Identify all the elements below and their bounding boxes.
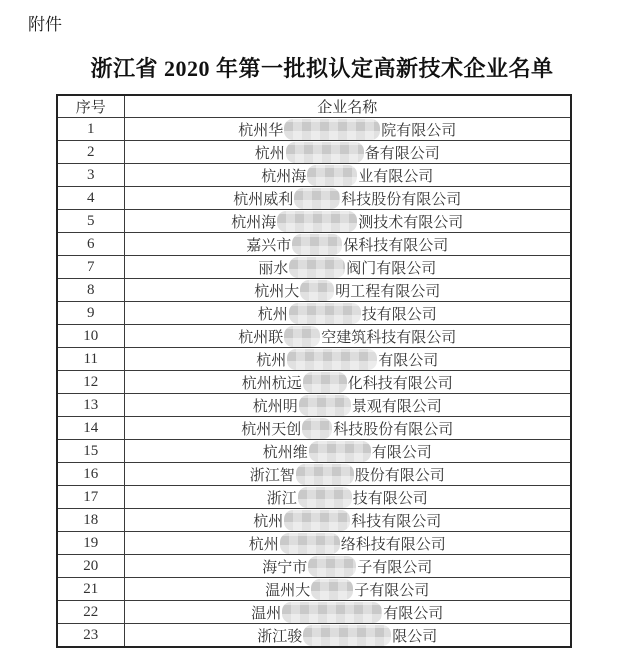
table-row: [57, 141, 571, 164]
redaction-block: [300, 280, 334, 301]
company-name-cell: [124, 210, 571, 233]
company-name-prefix: 浙江智: [249, 467, 295, 484]
company-name-cell: [124, 555, 571, 578]
redaction-block: [302, 418, 332, 439]
row-serial-number: 19: [57, 532, 124, 555]
redaction-block: [292, 234, 342, 255]
company-name-suffix: 股份有限公司: [354, 467, 445, 484]
company-name-suffix: 科技股份有限公司: [341, 191, 462, 208]
redaction-block: [311, 579, 353, 600]
row-serial-number: 5: [57, 210, 124, 233]
redaction-block: [308, 556, 356, 577]
company-name-suffix: 备有限公司: [364, 145, 440, 162]
company-name-cell: [124, 325, 571, 348]
company-name-suffix: 有限公司: [378, 352, 439, 369]
company-name-suffix: 科技有限公司: [351, 513, 442, 530]
company-name-suffix: 测技术有限公司: [358, 214, 464, 231]
row-serial-number: 23: [57, 624, 124, 648]
company-name-cell: [124, 256, 571, 279]
table-row: [57, 325, 571, 348]
enterprise-table: [56, 94, 572, 648]
redaction-block: [307, 165, 357, 186]
table-row: [57, 486, 571, 509]
row-serial-number: 17: [57, 486, 124, 509]
row-serial-number: 6: [57, 233, 124, 256]
table-row: [57, 164, 571, 187]
company-name-prefix: 杭州天创: [241, 421, 302, 438]
company-name-prefix: 嘉兴市: [246, 237, 292, 254]
company-name-cell: [124, 371, 571, 394]
company-name-suffix: 空建筑科技有限公司: [321, 329, 457, 346]
company-name-cell: [124, 417, 571, 440]
redaction-block: [284, 510, 350, 531]
redaction-block: [282, 602, 382, 623]
attachment-label: 附件: [28, 15, 62, 34]
row-serial-number: 20: [57, 555, 124, 578]
company-name-suffix: 技有限公司: [361, 306, 437, 323]
company-name-cell: [124, 394, 571, 417]
company-name-suffix: 明工程有限公司: [335, 283, 441, 300]
row-serial-number: 18: [57, 509, 124, 532]
table-row: [57, 578, 571, 601]
table-row: [57, 394, 571, 417]
row-serial-number: 13: [57, 394, 124, 417]
redaction-block: [298, 487, 352, 508]
row-serial-number: 22: [57, 601, 124, 624]
row-serial-number: 7: [57, 256, 124, 279]
redaction-block: [303, 625, 391, 646]
company-name-prefix: 杭州: [254, 145, 285, 162]
table-row: [57, 233, 571, 256]
table-row: [57, 371, 571, 394]
table-row: [57, 624, 571, 648]
company-name-cell: [124, 486, 571, 509]
company-name-suffix: 子有限公司: [357, 559, 433, 576]
redaction-block: [294, 188, 340, 209]
company-name-suffix: 技有限公司: [352, 490, 428, 507]
table-row: [57, 532, 571, 555]
company-name-cell: [124, 164, 571, 187]
table-row: [57, 279, 571, 302]
row-serial-number: 11: [57, 348, 124, 371]
company-name-suffix: 业有限公司: [358, 168, 434, 185]
table-header: [57, 95, 571, 118]
page-title: 浙江省 2020 年第一批拟认定高新技术企业名单: [90, 56, 554, 81]
table-row: [57, 348, 571, 371]
company-name-suffix: 络科技有限公司: [340, 536, 446, 553]
company-name-prefix: 丽水: [258, 260, 289, 277]
company-name-suffix: 子有限公司: [354, 582, 430, 599]
row-serial-number: 3: [57, 164, 124, 187]
company-name-prefix: 杭州威利: [233, 191, 294, 208]
company-name-prefix: 温州: [251, 605, 282, 622]
row-serial-number: 2: [57, 141, 124, 164]
company-name-prefix: 杭州明: [252, 398, 298, 415]
header-company-name: 企业名称: [124, 95, 571, 118]
table-body: [57, 118, 571, 648]
company-name-prefix: 浙江: [266, 490, 297, 507]
header-serial-number: 序号: [57, 95, 124, 118]
company-name-suffix: 景观有限公司: [351, 398, 442, 415]
row-serial-number: 15: [57, 440, 124, 463]
company-name-suffix: 有限公司: [371, 444, 432, 461]
company-name-cell: [124, 187, 571, 210]
row-serial-number: 1: [57, 118, 124, 141]
company-name-suffix: 保科技有限公司: [343, 237, 449, 254]
company-name-prefix: 浙江骏: [257, 628, 303, 645]
company-name-prefix: 杭州: [256, 352, 287, 369]
table-row: [57, 509, 571, 532]
company-name-prefix: 杭州大: [254, 283, 300, 300]
table-row: [57, 256, 571, 279]
company-name-prefix: 杭州联: [238, 329, 284, 346]
redaction-block: [280, 533, 340, 554]
company-name-cell: [124, 463, 571, 486]
company-name-cell: [124, 348, 571, 371]
company-name-cell: [124, 279, 571, 302]
company-name-cell: [124, 302, 571, 325]
company-name-prefix: 杭州维: [262, 444, 308, 461]
row-serial-number: 21: [57, 578, 124, 601]
company-name-suffix: 限公司: [392, 628, 438, 645]
row-serial-number: 8: [57, 279, 124, 302]
row-serial-number: 9: [57, 302, 124, 325]
company-name-cell: [124, 509, 571, 532]
company-name-cell: [124, 532, 571, 555]
redaction-block: [277, 211, 357, 232]
company-name-prefix: 杭州华: [238, 122, 284, 139]
redaction-block: [299, 395, 351, 416]
redaction-block: [309, 441, 371, 462]
company-name-cell: [124, 440, 571, 463]
company-name-prefix: 杭州: [253, 513, 284, 530]
company-name-cell: [124, 578, 571, 601]
table-row: [57, 187, 571, 210]
company-name-cell: [124, 141, 571, 164]
company-name-cell: [124, 118, 571, 141]
company-name-prefix: 杭州海: [261, 168, 307, 185]
redaction-block: [289, 303, 361, 324]
table-row: [57, 463, 571, 486]
table-row: [57, 440, 571, 463]
company-name-cell: [124, 601, 571, 624]
company-name-prefix: 温州大: [265, 582, 311, 599]
company-name-suffix: 院有限公司: [381, 122, 457, 139]
redaction-block: [303, 372, 347, 393]
table-row: [57, 210, 571, 233]
row-serial-number: 14: [57, 417, 124, 440]
company-name-prefix: 海宁市: [262, 559, 308, 576]
company-name-prefix: 杭州: [257, 306, 288, 323]
company-name-suffix: 阀门有限公司: [346, 260, 437, 277]
table-row: [57, 601, 571, 624]
row-serial-number: 16: [57, 463, 124, 486]
redaction-block: [289, 257, 345, 278]
company-name-suffix: 有限公司: [383, 605, 444, 622]
company-name-prefix: 杭州: [248, 536, 279, 553]
table-row: [57, 555, 571, 578]
company-name-cell: [124, 233, 571, 256]
table-row: [57, 302, 571, 325]
row-serial-number: 10: [57, 325, 124, 348]
table-header-row: [57, 95, 571, 118]
redaction-block: [286, 142, 364, 163]
table-row: [57, 118, 571, 141]
company-name-prefix: 杭州海: [231, 214, 277, 231]
row-serial-number: 12: [57, 371, 124, 394]
table-row: [57, 417, 571, 440]
row-serial-number: 4: [57, 187, 124, 210]
company-name-suffix: 化科技有限公司: [347, 375, 453, 392]
company-name-suffix: 科技股份有限公司: [333, 421, 454, 438]
redaction-block: [296, 464, 354, 485]
redaction-block: [287, 349, 377, 370]
redaction-block: [284, 119, 380, 140]
company-name-cell: [124, 624, 571, 648]
company-name-prefix: 杭州杭远: [241, 375, 302, 392]
redaction-block: [284, 326, 320, 347]
